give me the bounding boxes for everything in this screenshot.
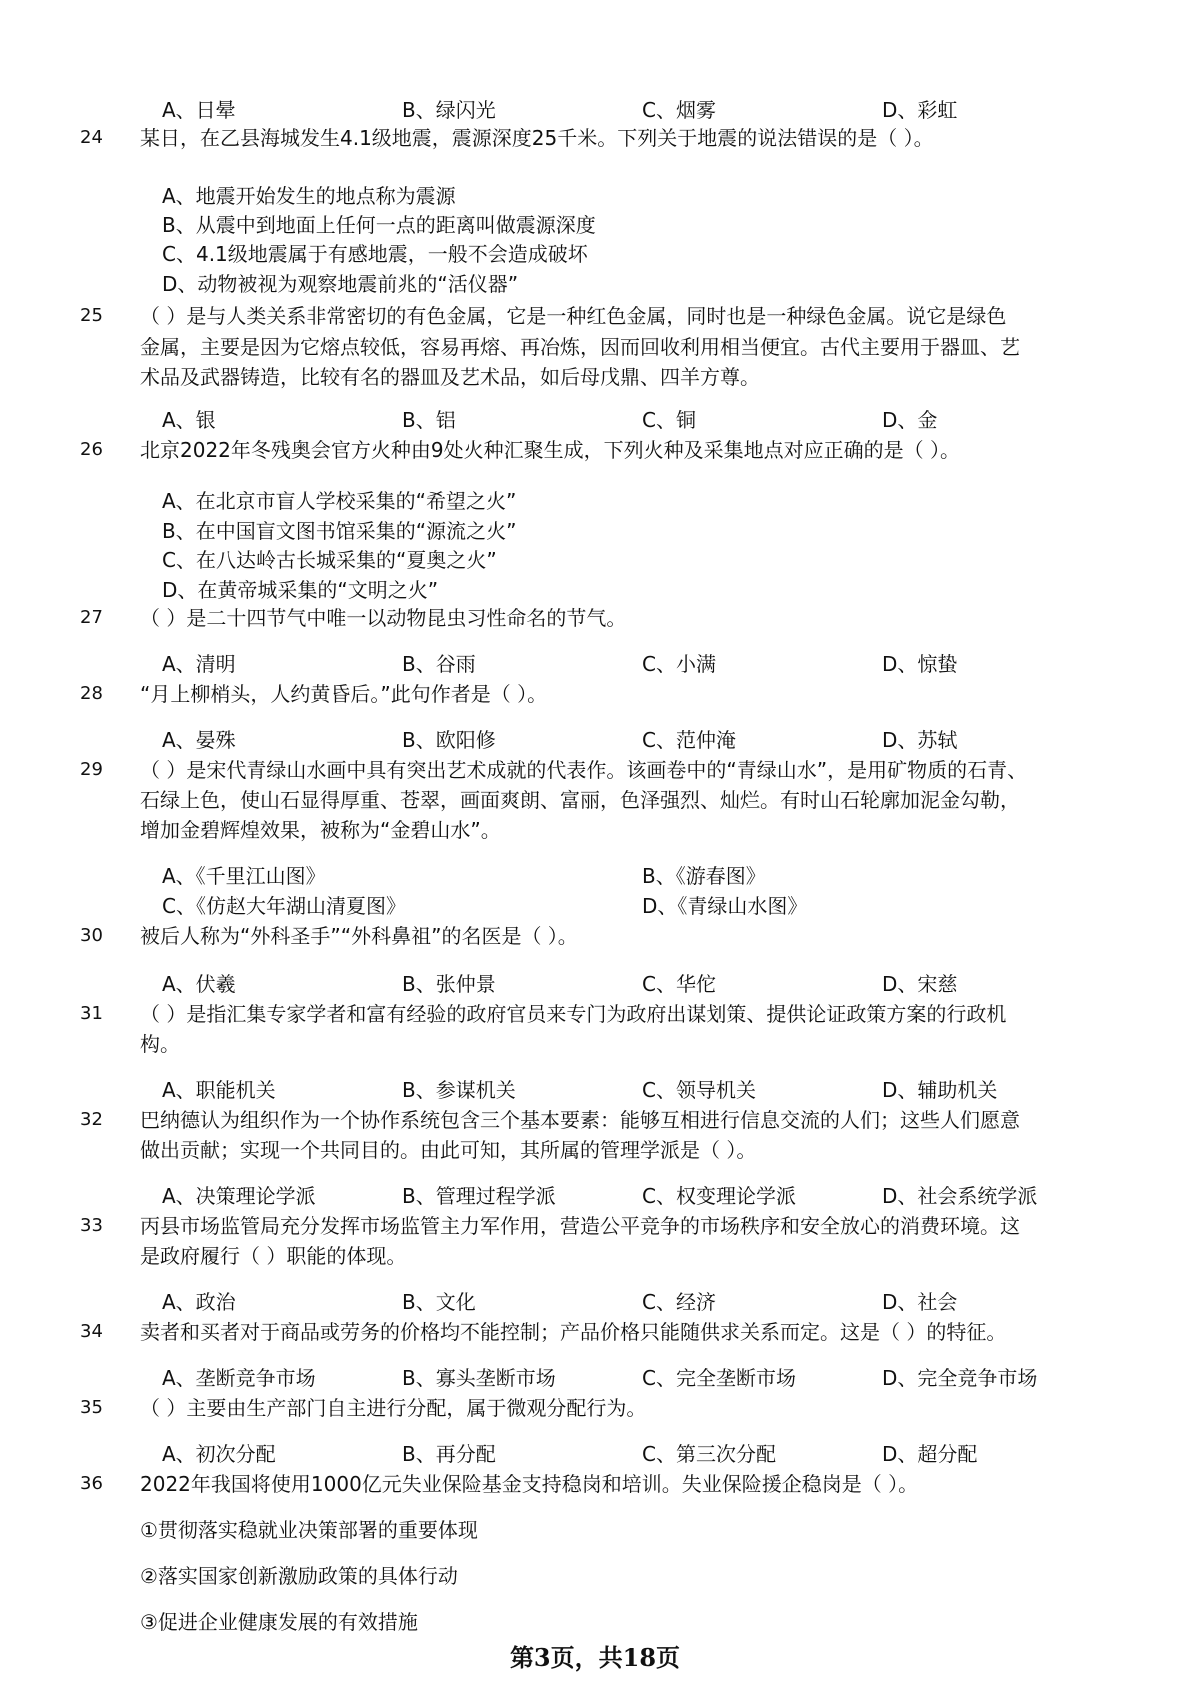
option-text: A、政治 — [162, 1290, 236, 1314]
option-text: C、在八达岭古长城采集的“夏奥之火” — [162, 548, 497, 572]
option-text: C、烟雾 — [642, 98, 716, 122]
question-text: 巴纳德认为组织作为一个协作系统包含三个基本要素：能够互相进行信息交流的人们；这些人们愿意 — [140, 1108, 1020, 1132]
question-number: 28 — [80, 683, 103, 704]
option-text: D、完全竞争市场 — [882, 1366, 1038, 1390]
option-text: A、职能机关 — [162, 1078, 276, 1102]
option-text: C、第三次分配 — [642, 1442, 776, 1466]
question-text: 构。 — [140, 1032, 180, 1056]
option-text: D、辅助机关 — [882, 1078, 998, 1102]
question-number: 29 — [80, 759, 103, 780]
option-text: B、再分配 — [402, 1442, 496, 1466]
option-text: A、清明 — [162, 652, 236, 676]
question-number: 30 — [80, 925, 103, 946]
option-text: A、《千里江山图》 — [162, 864, 326, 888]
question-text: 术品及武器铸造，比较有名的器皿及艺术品，如后母戊鼎、四羊方尊。 — [140, 365, 760, 389]
option-text: B、参谋机关 — [402, 1078, 516, 1102]
question-text: 石绿上色，使山石显得厚重、苍翠，画面爽朗、富丽，色泽强烈、灿烂。有时山石轮廓加泥金勾勒， — [140, 788, 1020, 812]
question-number: 33 — [80, 1215, 103, 1236]
question-text: （ ）是宋代青绿山水画中具有突出艺术成就的代表作。该画卷中的“青绿山水”，是用矿物质的石青、 — [140, 758, 1028, 782]
option-text: C、铜 — [642, 408, 696, 432]
option-text: D、《青绿山水图》 — [642, 894, 808, 918]
option-text: D、彩虹 — [882, 98, 958, 122]
option-text: D、动物被视为观察地震前兆的“活仪器” — [162, 272, 519, 296]
question-text: 卖者和买者对于商品或劳务的价格均不能控制；产品价格只能随供求关系而定。这是（ ）的特征。 — [140, 1320, 1007, 1344]
question-text: “月上柳梢头，人约黄昏后。”此句作者是（ ）。 — [140, 682, 548, 706]
option-text: B、绿闪光 — [402, 98, 496, 122]
question-text: 增加金碧辉煌效果，被称为“金碧山水”。 — [140, 818, 501, 842]
question-text: 北京2022年冬残奥会官方火种由9处火种汇聚生成，下列火种及采集地点对应正确的是（ ）。 — [140, 438, 960, 462]
question-text: 被后人称为“外科圣手”“外科鼻祖”的名医是（ ）。 — [140, 924, 578, 948]
question-text: 做出贡献；实现一个共同目的。由此可知，其所属的管理学派是（ ）。 — [140, 1138, 757, 1162]
option-text: A、垄断竞争市场 — [162, 1366, 316, 1390]
question-number: 27 — [80, 607, 103, 628]
question-text: （ ）是指汇集专家学者和富有经验的政府官员来专门为政府出谋划策、提供论证政策方案的行政机 — [140, 1002, 1007, 1026]
option-text: A、初次分配 — [162, 1442, 276, 1466]
option-text: D、苏轼 — [882, 728, 958, 752]
question-number: 36 — [80, 1473, 103, 1494]
option-text: C、小满 — [642, 652, 716, 676]
option-text: B、铝 — [402, 408, 456, 432]
option-text: B、从震中到地面上任何一点的距离叫做震源深度 — [162, 213, 596, 237]
option-text: B、文化 — [402, 1290, 476, 1314]
option-text: B、在中国盲文图书馆采集的“源流之火” — [162, 519, 517, 543]
question-number: 25 — [80, 305, 103, 326]
option-text: B、欧阳修 — [402, 728, 496, 752]
option-text: C、《仿赵大年湖山清夏图》 — [162, 894, 406, 918]
option-text: D、金 — [882, 408, 938, 432]
question-number: 31 — [80, 1003, 103, 1024]
question-number: 34 — [80, 1321, 103, 1342]
option-text: A、伏羲 — [162, 972, 236, 996]
option-text: C、范仲淹 — [642, 728, 736, 752]
question-text: 2022年我国将使用1000亿元失业保险基金支持稳岗和培训。失业保险援企稳岗是（ ）。 — [140, 1472, 919, 1496]
option-text: B、《游春图》 — [642, 864, 766, 888]
question-number: 32 — [80, 1109, 103, 1130]
statement-item: ①贯彻落实稳就业决策部署的重要体现 — [140, 1518, 478, 1542]
option-text: C、完全垄断市场 — [642, 1366, 796, 1390]
option-text: B、寡头垄断市场 — [402, 1366, 556, 1390]
question-number: 26 — [80, 439, 103, 460]
question-text: 某日，在乙县海城发生4.1级地震，震源深度25千米。下列关于地震的说法错误的是（ ）。 — [140, 126, 934, 150]
page-footer: 第3页，共18页 — [509, 1643, 681, 1672]
option-text: B、谷雨 — [402, 652, 476, 676]
option-text: D、惊蛰 — [882, 652, 958, 676]
option-text: C、权变理论学派 — [642, 1184, 796, 1208]
option-text: A、银 — [162, 408, 216, 432]
question-text: 丙县市场监管局充分发挥市场监管主力军作用，营造公平竞争的市场秩序和安全放心的消费环境。这 — [140, 1214, 1020, 1238]
option-text: C、华佗 — [642, 972, 716, 996]
option-text: D、超分配 — [882, 1442, 978, 1466]
question-text: 金属，主要是因为它熔点较低，容易再熔、再冶炼，因而回收利用相当便宜。古代主要用于器皿、艺 — [140, 335, 1020, 359]
statement-item: ③促进企业健康发展的有效措施 — [140, 1610, 418, 1634]
option-text: B、张仲景 — [402, 972, 496, 996]
option-text: A、晏殊 — [162, 728, 236, 752]
option-text: D、宋慈 — [882, 972, 958, 996]
option-text: A、日晕 — [162, 98, 236, 122]
option-text: D、社会系统学派 — [882, 1184, 1038, 1208]
question-text: 是政府履行（ ）职能的体现。 — [140, 1244, 407, 1268]
option-text: A、地震开始发生的地点称为震源 — [162, 184, 456, 208]
option-text: D、在黄帝城采集的“文明之火” — [162, 578, 439, 602]
option-text: D、社会 — [882, 1290, 958, 1314]
option-text: C、领导机关 — [642, 1078, 756, 1102]
question-text: （ ）是与人类关系非常密切的有色金属，它是一种红色金属，同时也是一种绿色金属。说它是绿色 — [140, 304, 1007, 328]
option-text: A、在北京市盲人学校采集的“希望之火” — [162, 489, 517, 513]
statement-item: ②落实国家创新激励政策的具体行动 — [140, 1564, 458, 1588]
question-text: （ ）是二十四节气中唯一以动物昆虫习性命名的节气。 — [140, 606, 627, 630]
question-text: （ ）主要由生产部门自主进行分配，属于微观分配行为。 — [140, 1396, 647, 1420]
option-text: A、决策理论学派 — [162, 1184, 316, 1208]
question-number: 35 — [80, 1397, 103, 1418]
option-text: C、4.1级地震属于有感地震，一般不会造成破坏 — [162, 242, 588, 266]
question-number: 24 — [80, 127, 103, 148]
option-text: C、经济 — [642, 1290, 716, 1314]
option-text: B、管理过程学派 — [402, 1184, 556, 1208]
